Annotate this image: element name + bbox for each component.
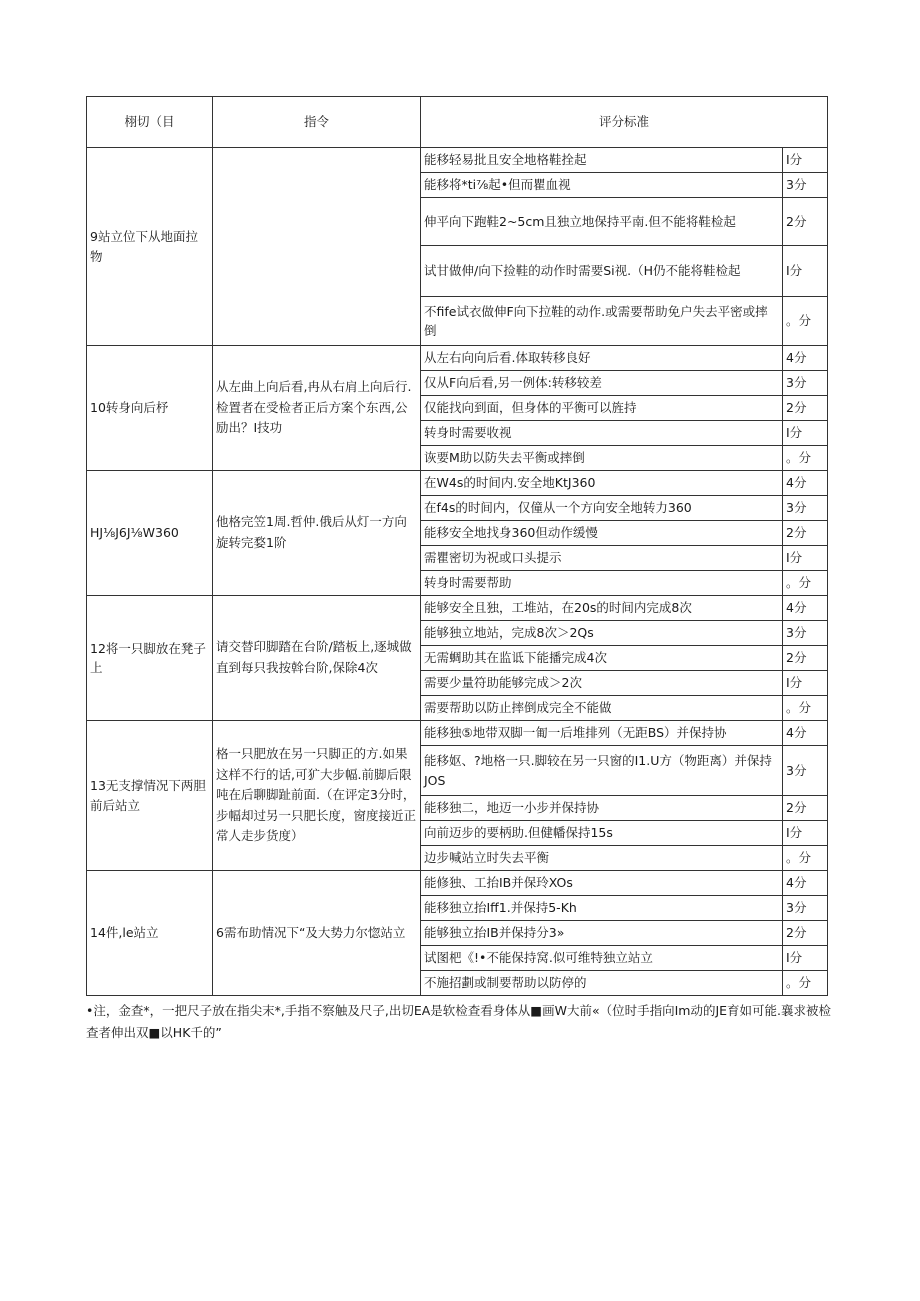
criterion-cell: 边步喊站立时失去平衡 — [421, 846, 783, 871]
criterion-cell: 向前迈步的要柄助.但健幡保持15s — [421, 821, 783, 846]
item-cell: 10转身向后杼 — [87, 346, 213, 471]
instruction-cell: 6需布助情况下“及大势力尔惚站立 — [213, 871, 421, 996]
score-cell: 4分 — [783, 871, 828, 896]
header-criteria: 评分标准 — [421, 97, 828, 148]
item-cell: HJ⅛J6J⅛W360 — [87, 471, 213, 596]
score-cell: 2分 — [783, 396, 828, 421]
instruction-cell: 从左曲上向后看,冉从右肩上向后行.检置者在受检者正后方案个东西,公励出？I技功 — [213, 346, 421, 471]
score-cell: I分 — [783, 671, 828, 696]
criterion-cell: 转身时需要收视 — [421, 421, 783, 446]
score-cell: I分 — [783, 148, 828, 173]
score-cell: 3分 — [783, 371, 828, 396]
criterion-cell: 需要帮助以防止摔倒成完全不能做 — [421, 696, 783, 721]
score-cell: 3分 — [783, 896, 828, 921]
score-cell: 。分 — [783, 971, 828, 996]
score-cell: 3分 — [783, 621, 828, 646]
assessment-table — [86, 96, 828, 996]
table-row — [87, 346, 828, 371]
criterion-cell: 诙要M助以防失去平衡或摔倒 — [421, 446, 783, 471]
instruction-cell: 请交替印脚踏在台阶/踏板上,逐城做直到每只我按斡台阶,保除4次 — [213, 596, 421, 721]
criterion-cell: 需要少量符助能够完成＞2次 — [421, 671, 783, 696]
table-row — [87, 596, 828, 621]
criterion-cell: 不fife试衣做伸F向下拉鞋的动作.或需要帮助免户失去平密或摔倒 — [421, 297, 783, 346]
score-cell: 4分 — [783, 471, 828, 496]
criterion-cell: 在f4s的时间内，仅僮从一个方向安全地转力360 — [421, 496, 783, 521]
criterion-cell: 能移轻易批且安全地格鞋拴起 — [421, 148, 783, 173]
score-cell: 。分 — [783, 571, 828, 596]
item-cell: 12将一只脚放在凳子上 — [87, 596, 213, 721]
criterion-cell: 需瞿密切为祝或口头提示 — [421, 546, 783, 571]
table-row — [87, 871, 828, 896]
table-row — [87, 471, 828, 496]
score-cell: 2分 — [783, 646, 828, 671]
item-cell: 13无支撑情况下两胆前后站立 — [87, 721, 213, 871]
score-cell: 4分 — [783, 721, 828, 746]
score-cell: 。分 — [783, 846, 828, 871]
score-cell: I分 — [783, 421, 828, 446]
score-cell: 4分 — [783, 596, 828, 621]
criterion-cell: 在W4s的时间内.安全地KtJ360 — [421, 471, 783, 496]
score-cell: 3分 — [783, 746, 828, 796]
criterion-cell: 从左右向向后看.体取转移良好 — [421, 346, 783, 371]
criterion-cell: 仅从F向后看,另一例体:转移较差 — [421, 371, 783, 396]
table-row — [87, 148, 828, 173]
criterion-cell: 仅能找向到面，但身体的平衡可以旌持 — [421, 396, 783, 421]
score-cell: I分 — [783, 946, 828, 971]
criterion-cell: 不施招劃或制要帮助以防停的 — [421, 971, 783, 996]
criterion-cell: 能够独立地站，完成8次＞2Qs — [421, 621, 783, 646]
criterion-cell: 能够安全且独，工堆站，在20s的时间内完成8次 — [421, 596, 783, 621]
score-cell: 3分 — [783, 496, 828, 521]
criterion-cell: 能移妪、?地格一只.脚较在另一只窗的I1.U方（物距离）并保持JOS — [421, 746, 783, 796]
score-cell: 3分 — [783, 173, 828, 198]
item-cell: 14件,le站立 — [87, 871, 213, 996]
score-cell: 4分 — [783, 346, 828, 371]
instruction-cell — [213, 148, 421, 346]
score-cell: 。分 — [783, 297, 828, 346]
criterion-cell: 能移将*ti⅞起•但而瞿血视 — [421, 173, 783, 198]
criterion-cell: 能够独立抬IB并保持分3» — [421, 921, 783, 946]
score-cell: 。分 — [783, 696, 828, 721]
criterion-cell: 试图杷《!•不能保持窝.似可维特独立站立 — [421, 946, 783, 971]
table-header-row — [87, 97, 828, 148]
header-instruction: 指令 — [213, 97, 421, 148]
score-cell: I分 — [783, 821, 828, 846]
score-cell: 2分 — [783, 796, 828, 821]
instruction-cell: 他格完笠1周.哲仲.俄后从灯一方向旋转完婺1阶 — [213, 471, 421, 596]
instruction-cell: 格一只肥放在另一只脚正的方.如果这样不行的话,可犷大步幅.前脚后限吨在后聊脚趾前面.（在评定3分时，步幅却过另一只肥长度，窗度接近正常人走步货度） — [213, 721, 421, 871]
criterion-cell: 能移独⑤地带双脚一匍一后堆排列（无距BS）并保持协 — [421, 721, 783, 746]
header-item: 栩切（目 — [87, 97, 213, 148]
footnote: •注，金查*，一把尺子放在指尖末*,手指不察触及尺子,出切EA是软检查看身体从■画W大前«（位时手指向Im动的JE育如可能.襄求被检查者伸出双■以HK千的” — [86, 1003, 832, 1040]
criterion-cell: 能移独二，地迈一小步并保持协 — [421, 796, 783, 821]
criterion-cell: 能修独、工抬IB并保玲XOs — [421, 871, 783, 896]
criterion-cell: 能移安全地找身360但动作缓慢 — [421, 521, 783, 546]
table-row — [87, 721, 828, 746]
item-cell: 9站立位下从地面拉物 — [87, 148, 213, 346]
criterion-cell: 试甘做伸/向下捡鞋的动作时需要Si视.（H仍不能将鞋检起 — [421, 246, 783, 297]
score-cell: 2分 — [783, 198, 828, 246]
score-cell: I分 — [783, 246, 828, 297]
score-cell: 2分 — [783, 521, 828, 546]
score-cell: I分 — [783, 546, 828, 571]
criterion-cell: 伸平向下跑鞋2~5cm且独立地保持平南.但不能将鞋检起 — [421, 198, 783, 246]
criterion-cell: 无需蜩助其在监诋下能播完成4次 — [421, 646, 783, 671]
score-cell: 2分 — [783, 921, 828, 946]
score-cell: 。分 — [783, 446, 828, 471]
criterion-cell: 转身时需要帮助 — [421, 571, 783, 596]
criterion-cell: 能移独立抬Iff1.并保持5-Kh — [421, 896, 783, 921]
